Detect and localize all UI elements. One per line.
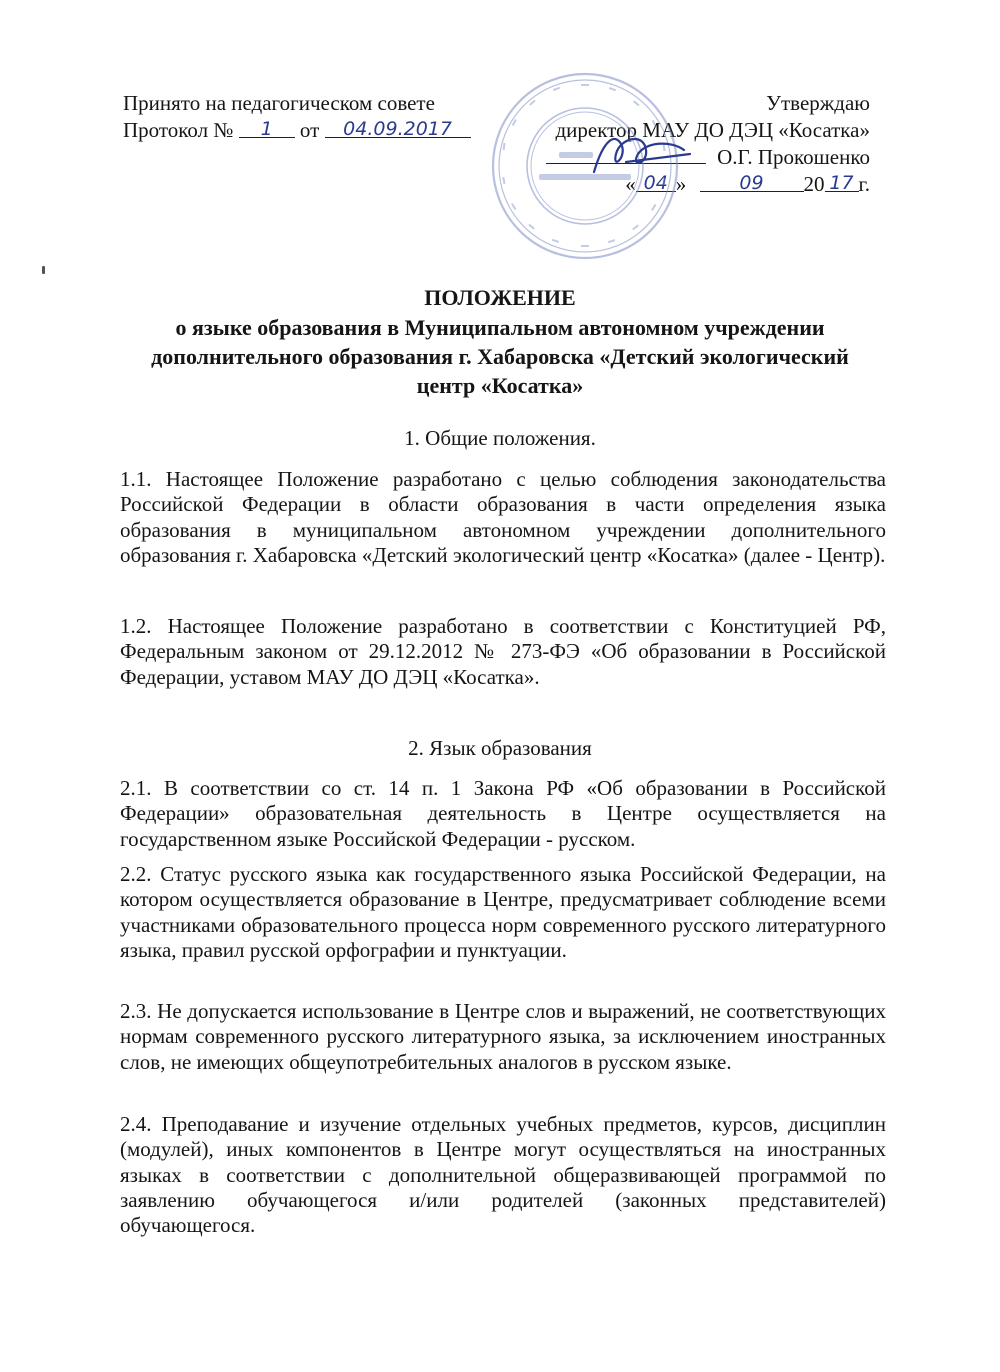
section-2-heading: 2. Язык образования [408,736,592,760]
approval-date-line [625,171,870,197]
paragraph-2-2: 2.2. Статус русского языка как государственного языка Российской Федерации, на котором осуществляется образование в Центре, предусматривает соблюдение всеми участниками образовательного процесса норм современного русского литературного языка, правил русской орфографии и пунктуации. [120,862,886,962]
director-signature-line [546,144,870,170]
director-position: директор МАУ ДО ДЭЦ «Косатка» [555,118,870,142]
date-close-quote: » [675,172,687,196]
paragraph-2-3: 2.3. Не допускается использование в Центре слов и выражений, не соответствующих нормам современного русского литературного языка, за исключением иностранных слов, не имеющих общеупотребительных аналогов в русском языке. [120,999,886,1074]
document-subtitle-line-1: о языке образования в Муниципальном автономном учреждении [175,315,825,340]
document-subtitle-line-3: центр «Косатка» [416,373,584,398]
date-day-handwritten: 04 [643,172,668,194]
protocol-date-handwritten: 04.09.2017 [343,118,452,140]
scan-speck [42,266,45,274]
paragraph-2-1: 2.1. В соответствии со ст. 14 п. 1 Закона РФ «Об образовании в Российской Федерации» образовательная деятельность в Центре осуществляется на государственном языке Российской Федерации - русском. [120,776,886,851]
protocol-number-handwritten: 1 [260,118,273,140]
section-1-heading: 1. Общие положения. [404,426,596,450]
director-name: О.Г. Прокошенко [717,145,870,169]
date-year-blank [825,171,859,192]
protocol-number-blank [239,117,295,138]
date-month-handwritten: 09 [739,172,764,194]
date-year-prefix: 20 [803,172,825,196]
director-position-line [555,117,870,143]
approve-text: Утверждаю [766,91,870,115]
date-year-unit: г. [858,172,870,196]
protocol-from-label: от [299,118,320,142]
protocol-label: Протокол № [123,118,234,142]
paragraph-1-2: 1.2. Настоящее Положение разработано в соответствии с Конституцией РФ, Федеральным законом от 29.12.2012 № 273-ФЭ «Об образовании в Российской Федерации, уставом МАУ ДО ДЭЦ «Косатка». [120,614,886,689]
paragraph-2-4: 2.4. Преподавание и изучение отдельных учебных предметов, курсов, дисциплин (модулей), иных компонентов в Центре могут осуществляться на иностранных языках в соответствии с дополнительной общеразвивающей программой по заявлению обучающегося и/или родителей (законных представителей) обучающегося. [120,1112,886,1238]
council-accepted-line [123,90,435,116]
document-heading: ПОЛОЖЕНИЕ [424,285,576,310]
date-open-quote: « [625,172,636,196]
protocol-line [123,117,471,143]
date-day-blank [636,171,676,192]
signature-blank [546,145,706,164]
document-subtitle-line-2: дополнительного образования г. Хабаровска «Детский экологический [151,344,849,369]
protocol-date-blank [325,117,471,138]
council-accepted-text: Принято на педагогическом совете [123,91,435,115]
approve-line [766,90,870,116]
date-year-handwritten: 17 [829,172,854,194]
date-month-blank [700,171,804,192]
paragraph-1-1: 1.1. Настоящее Положение разработано с целью соблюдения законодательства Российской Федерации в области образования в части определения языка образования в муниципальном автономном учреждении дополнительного образования г. Хабаровска «Детский экологический центр «Косатка» (далее - Центр). [120,467,886,567]
